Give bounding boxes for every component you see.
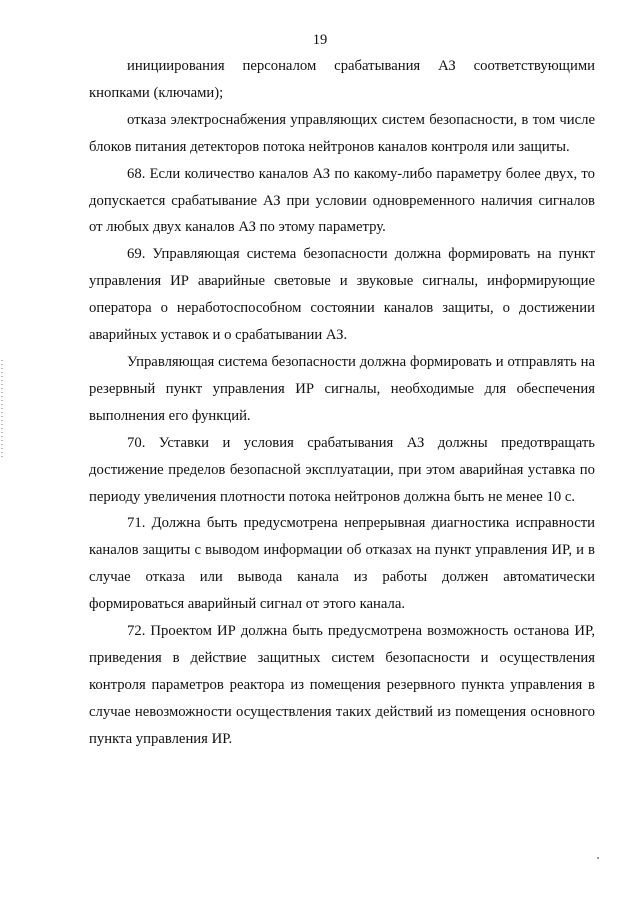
scan-edge-mark <box>1 360 3 460</box>
paragraph-68: 68. Если количество каналов АЗ по какому-либо параметру более двух, то допускается срабатывание АЗ при условии одновременного наличия сигналов от любых двух каналов АЗ по этому параметру. <box>89 165 595 236</box>
paragraph-69: 69. Управляющая система безопасности должна формировать на пункт управления ИР аварийные световые и звуковые сигналы, информирующие оператора о неработоспособном состоянии каналов защиты, о достижении аварийных уставок и о срабатывании АЗ. <box>89 246 595 344</box>
paragraph-70: 70. Уставки и условия срабатывания АЗ должны предотвращать достижение пределов безопасной эксплуатации, при этом аварийная уставка по периоду увеличения плотности потока нейтронов должна быть не менее 10 с. <box>89 434 595 505</box>
scan-dot-mark <box>597 857 599 859</box>
paragraph-reserve-control: Управляющая система безопасности должна формировать и отправлять на резервный пункт управления ИР сигналы, необходимые для обеспечения выполнения его функций. <box>89 353 595 424</box>
paragraph-71: 71. Должна быть предусмотрена непрерывная диагностика исправности каналов защиты с выводом информации об отказах на пункт управления ИР, и в случае отказа или вывода канала из работы должен автоматически формироваться аварийный сигнал от этого канала. <box>89 515 595 613</box>
paragraph-continuation: инициирования персоналом срабатывания АЗ соответствующими кнопками (ключами); <box>89 58 595 101</box>
page-number: 19 <box>312 32 328 48</box>
page-body <box>89 53 595 753</box>
paragraph-72: 72. Проектом ИР должна быть предусмотрена возможность останова ИР, приведения в действие защитных систем безопасности и осуществления контроля параметров реактора из помещения резервного пункта управления в случае невозможности осуществления таких действий из помещения основного пункта управления ИР. <box>89 623 595 747</box>
paragraph-power-failure: отказа электроснабжения управляющих систем безопасности, в том числе блоков питания детекторов потока нейтронов каналов контроля или защиты. <box>89 111 595 155</box>
